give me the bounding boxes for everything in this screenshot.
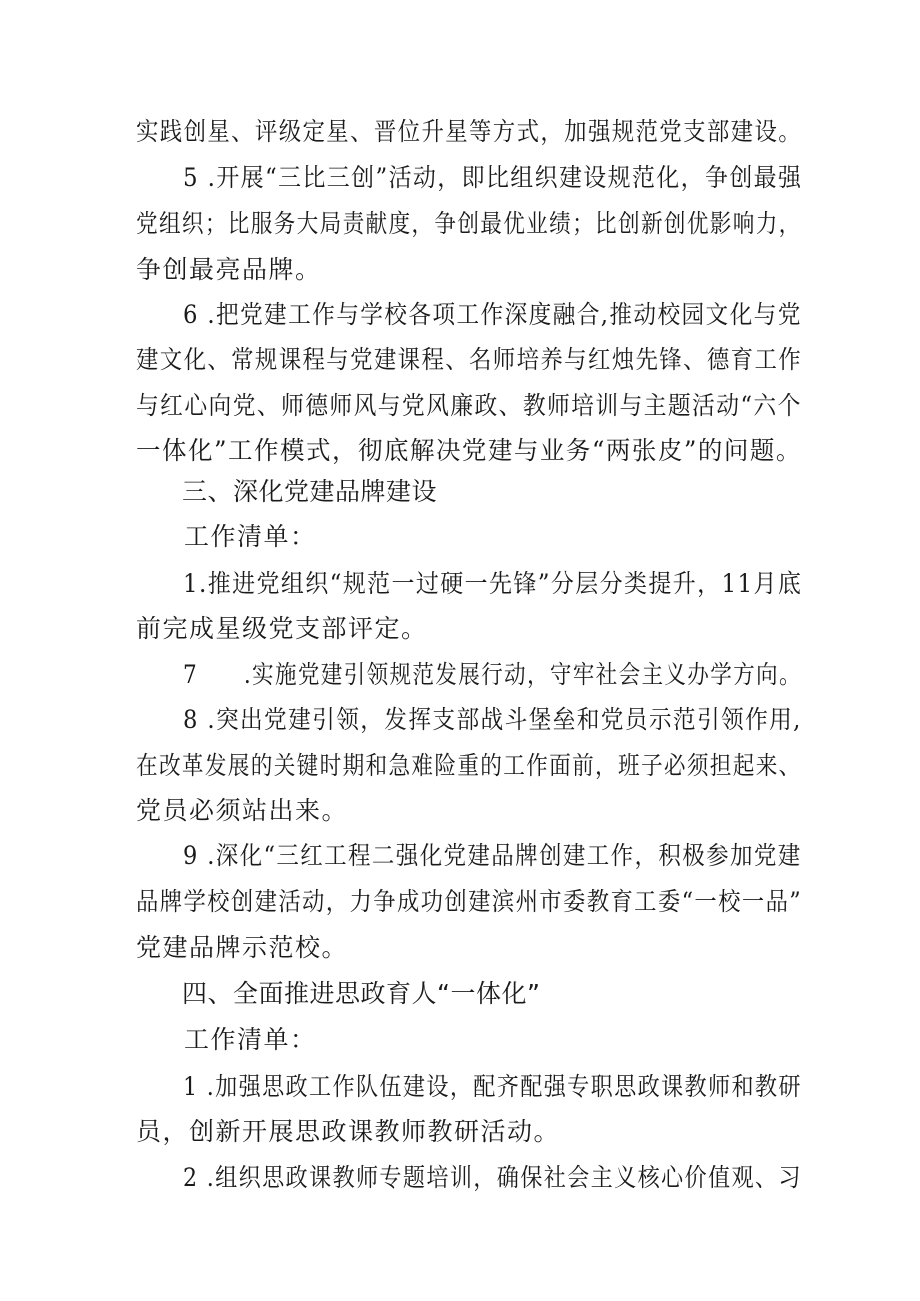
body-text-line: 党员必须站出来。 bbox=[136, 796, 349, 825]
list-item-2-line: 2 .组织思政课教师专题培训，确保社会主义核心价值观、习 bbox=[183, 1163, 802, 1192]
list-item-7-line: 7 .实施党建引领规范发展行动，守牢社会主义办学方向。 bbox=[183, 660, 802, 689]
body-text-line: 建文化、常规课程与党建课程、名师培养与红烛先锋、德育工作 bbox=[136, 345, 803, 374]
body-text-line: 与红心向党、师德师风与党风廉政、教师培训与主题活动“六个 bbox=[136, 391, 802, 420]
list-item-6-line: 6 .把党建工作与学校各项工作深度融合,推动校园文化与党 bbox=[183, 300, 802, 329]
body-text-line: 员，创新开展思政课教师教研活动。 bbox=[136, 1117, 561, 1146]
list-item-1-line: 1 .加强思政工作队伍建设，配齐配强专职思政课教师和教研 bbox=[183, 1072, 802, 1101]
list-item-1-line: 1.推进党组织“规范一过硬一先锋”分层分类提升，11月底 bbox=[183, 569, 803, 598]
section-heading-4: 四、全面推进思政育人“一体化” bbox=[182, 979, 541, 1008]
body-text-line: 实践创星、评级定星、晋位升星等方式，加强规范党支部建设。 bbox=[136, 117, 803, 146]
body-text-line: 一体化”工作模式，彻底解决党建与业务“两张皮”的问题。 bbox=[136, 436, 802, 465]
section-heading-3: 三、深化党建品牌建设 bbox=[182, 477, 438, 506]
body-text-line: 争创最亮品牌。 bbox=[136, 255, 322, 284]
body-text-line: 前完成星级党支部评定。 bbox=[136, 614, 428, 643]
body-text-line: 党组织；比服务大局责献度，争创最优业绩；比创新创优影响力， bbox=[136, 209, 802, 238]
list-item-9-line: 9 .深化“三红工程二强化党建品牌创建工作，积极参加党建 bbox=[183, 841, 802, 870]
work-list-label: 工作清单： bbox=[184, 522, 317, 551]
body-text-line: 党建品牌示范校。 bbox=[136, 933, 349, 962]
list-item-5-line: 5 .开展“三比三创”活动，即比组织建设规范化，争创最强 bbox=[183, 163, 803, 192]
list-item-8-line: 8 .突出党建引领，发挥支部战斗堡垒和党员示范引领作用, bbox=[183, 705, 802, 734]
work-list-label: 工作清单： bbox=[184, 1025, 317, 1054]
body-text-line: 品牌学校创建活动，力争成功创建滨州市委教育工委“一校一品” bbox=[136, 887, 803, 916]
body-text-line: 在改革发展的关键时期和急难险重的工作面前，班子必须担起来、 bbox=[136, 751, 802, 780]
